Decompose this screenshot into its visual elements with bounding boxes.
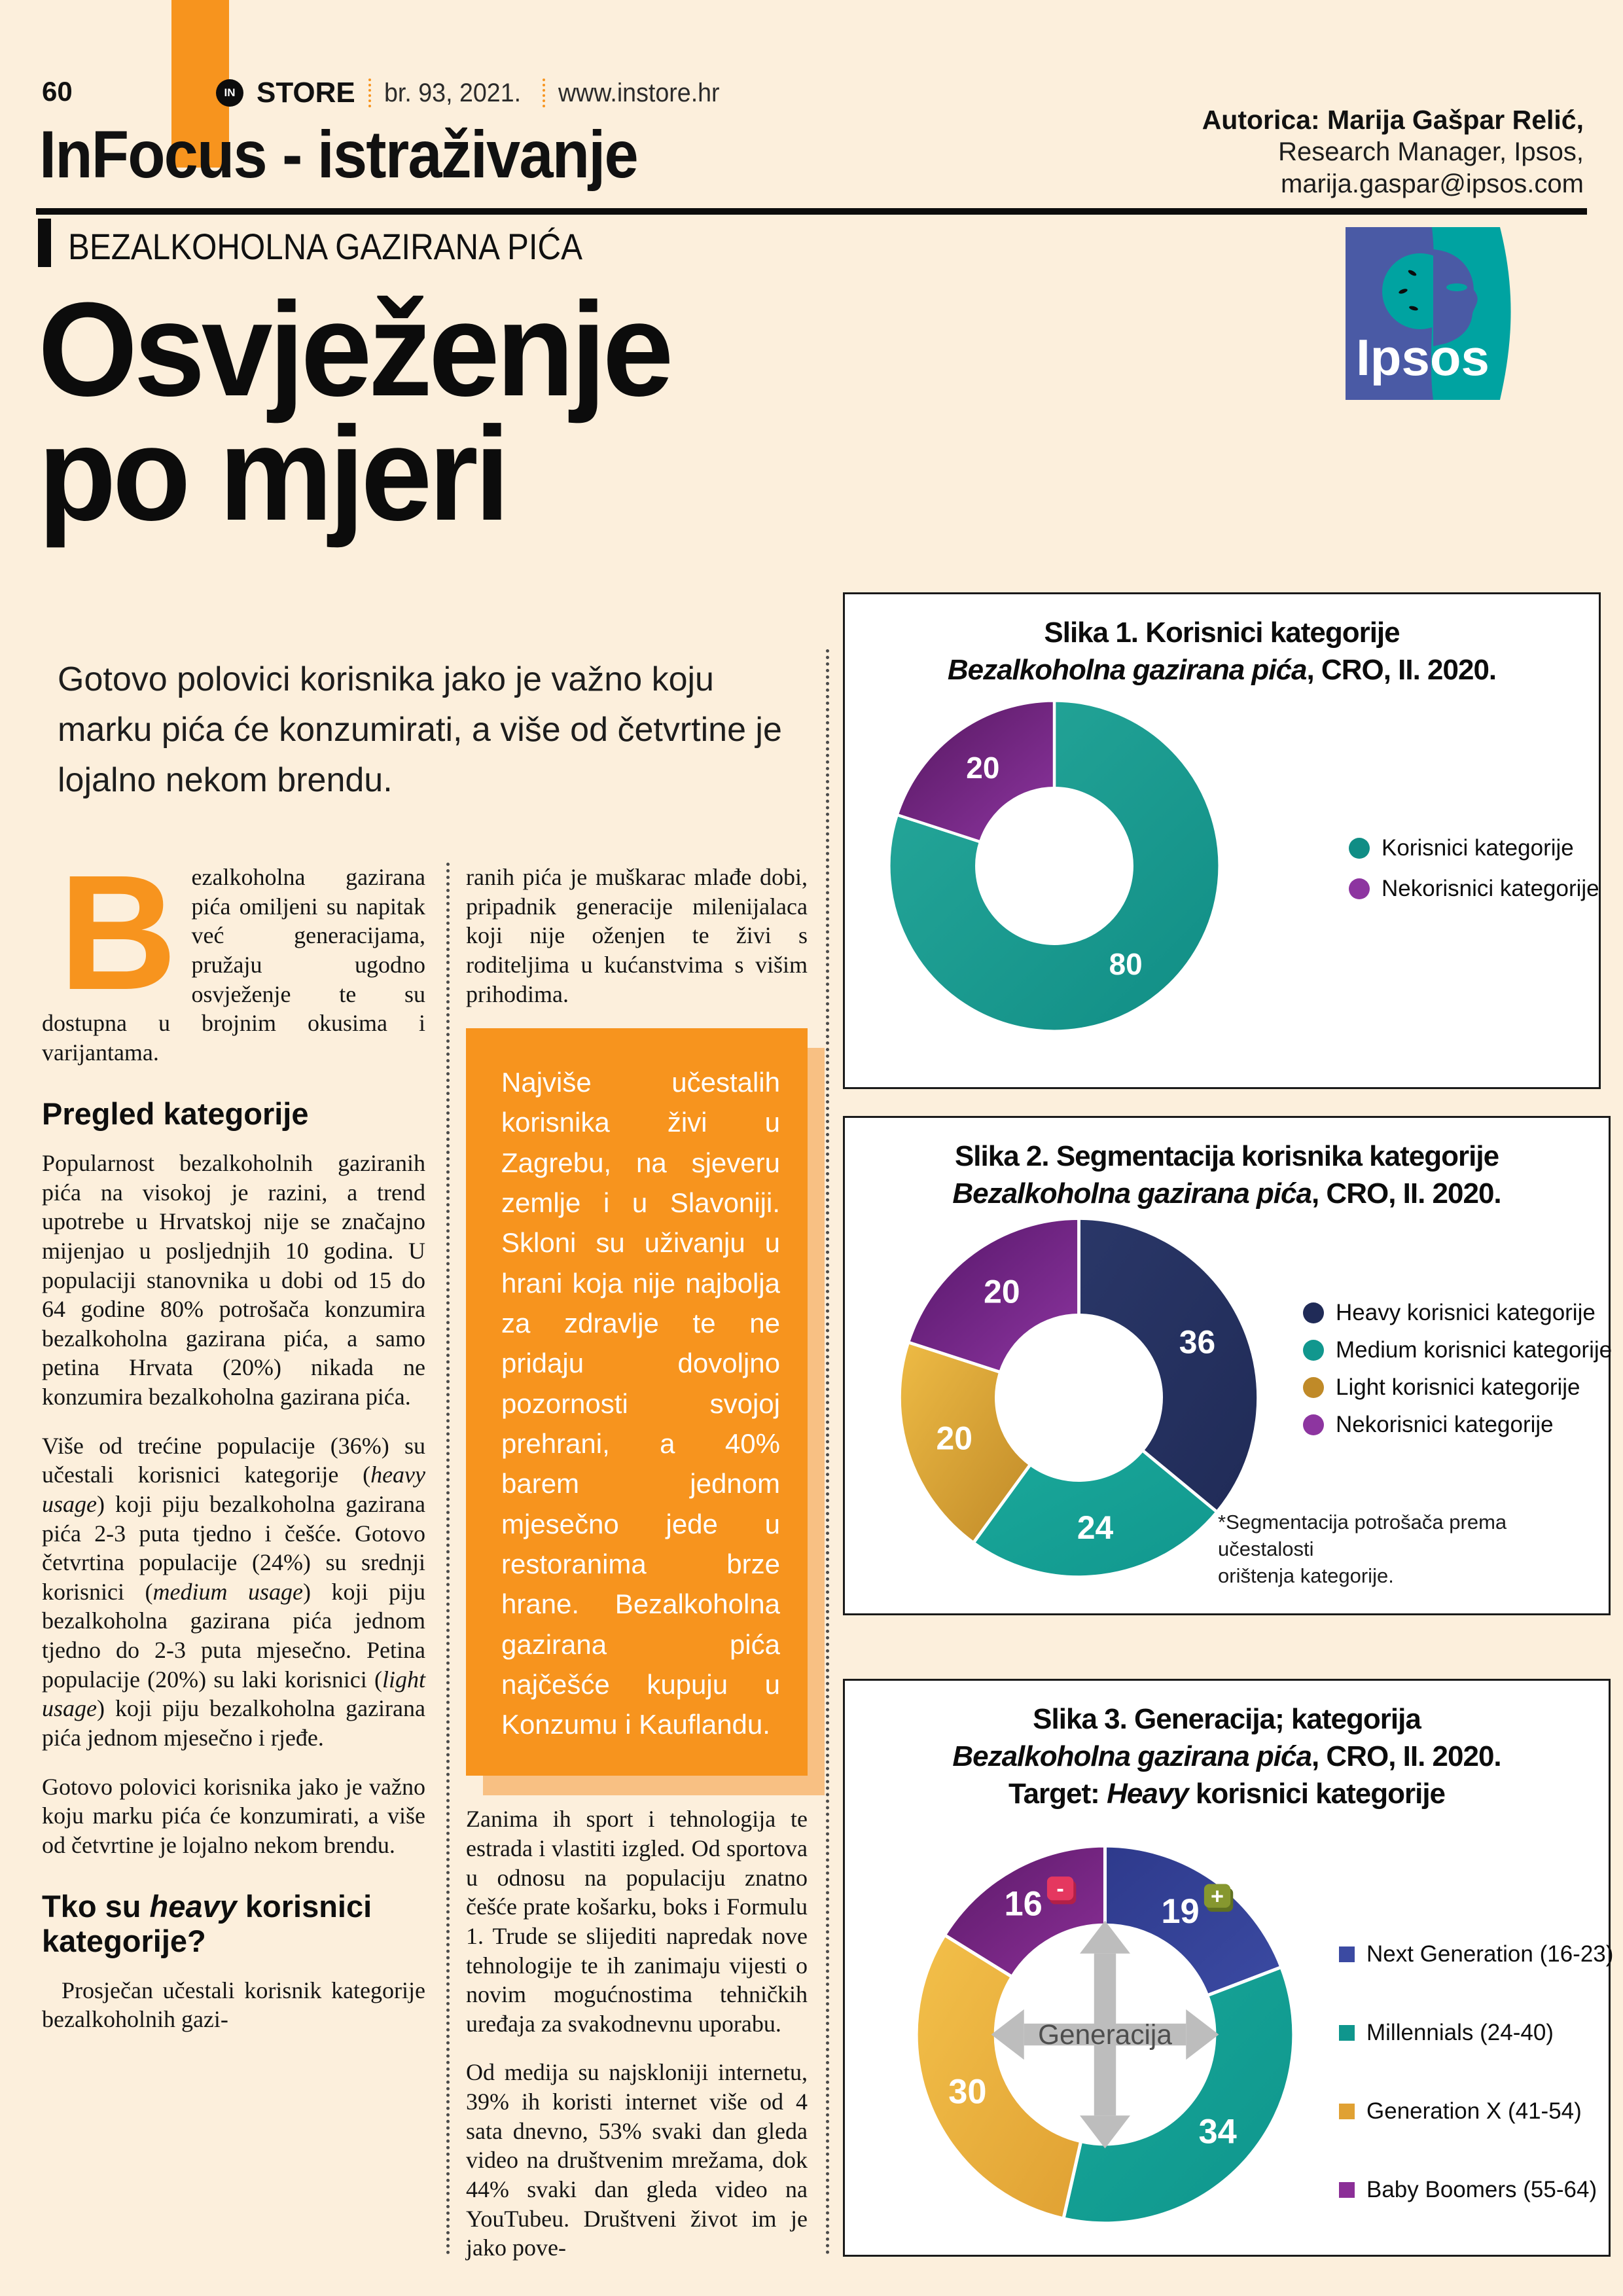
legend-marker — [1339, 2182, 1355, 2198]
ipsos-logo — [1335, 218, 1526, 409]
legend-marker — [1303, 1414, 1324, 1435]
paragraph: Zanima ih sport i tehnologija te estrada i vlastiti izgled. Od sportova u odnosu na populaciju znatno češće prate košarku, boks i Formulu 1. Trude se slijediti napredak nove tehnologije te ih zanimaju vijesti o novim mogućnostima tehničkih uređaja za svakodnevnu uporabu. — [466, 1806, 808, 2037]
masthead — [216, 77, 730, 109]
legend-marker — [1303, 1340, 1324, 1361]
paragraph: Od medija su najskloniji internetu, 39% ih koristi internet više od 4 sata dnevno, 53% svaki dan gleda video na društvenim mrežama, dok 44% svaki dan gleda video na YouTubeu. Društveni život im je jako pove- — [466, 2059, 808, 2261]
donut-value-label: 19 — [1161, 1892, 1200, 1931]
article-title — [38, 275, 670, 548]
author-role: Research Manager, Ipsos, — [1278, 137, 1584, 167]
chart1-title: Slika 1. Korisnici kategorije Bezalkoholna gazirana pića, CRO, II. 2020. — [947, 617, 1497, 687]
chart-slika2 — [843, 1116, 1611, 1615]
subheading: Pregled kategorije — [42, 1096, 309, 1132]
donut-chart-slika2 — [891, 1210, 1267, 1586]
donut-center-label: Generacija — [1038, 2019, 1172, 2050]
article-lead: Gotovo polovici korisnika jako je važno koju marku pića će konzumirati, a više od četvrtine je lojalno nekom brendu. — [58, 660, 782, 799]
legend-item: Korisnici kategorije — [1349, 835, 1599, 861]
donut-value-label: 20 — [966, 750, 1000, 785]
donut-value-label: 20 — [984, 1273, 1020, 1310]
author-block — [1008, 103, 1584, 200]
legend-marker — [1339, 2104, 1355, 2119]
website-url: www.instore.hr — [558, 78, 720, 107]
donut-chart-slika1 — [881, 692, 1228, 1039]
author-name: Autorica: Marija Gašpar Relić, — [1202, 105, 1584, 135]
chart2-footnote: *Segmentacija potrošača prema učestalosti orištenja kategorije. — [1218, 1511, 1507, 1587]
legend-item: Generation X (41-54) — [1339, 2098, 1613, 2125]
chart-slika1 — [843, 592, 1601, 1089]
legend-marker — [1339, 2025, 1355, 2041]
legend-item: Baby Boomers (55-64) — [1339, 2177, 1613, 2203]
donut-slice-2 — [916, 1935, 1081, 2218]
donut-value-label: 16 — [1004, 1885, 1043, 1924]
subheading: Tko su heavy korisnici kategorije? — [42, 1889, 372, 1958]
kicker-tick — [38, 219, 51, 267]
article-kicker: BEZALKOHOLNA GAZIRANA PIĆA — [68, 226, 582, 267]
article-title-line1: Osvježenje — [38, 275, 670, 424]
donut-slice-0 — [1079, 1218, 1258, 1512]
donut-value-label: 30 — [948, 2073, 987, 2111]
chart3-legend — [1339, 1941, 1613, 2203]
donut-value-label: 80 — [1109, 947, 1143, 982]
paragraph: Prosječan učestali korisnik kategorije bezalkoholnih gazi- — [42, 1977, 425, 2033]
legend-item: Nekorisnici kategorije — [1349, 876, 1599, 902]
paragraph: Popularnost bezalkoholnih gaziranih pića na visokoj je razini, a trend upotrebe u Hrvatskoj nije se značajno mijenjao u posljednjih 10 godina. U populaciji stanovnika u dobi od 15 do 64 godine 80% potrošača konzumira bezalkoholna gazirana pića, a samo petina Hrvata (20%) nikada ne konzumira bezalkoholna gazirana pića. — [42, 1150, 425, 1410]
chart3-title: Slika 3. Generacija; kategorija Bezalkoholna gazirana pića, CRO, II. 2020. Target: Heavy korisnici kategorije — [952, 1703, 1501, 1810]
chart1-legend — [1349, 835, 1599, 902]
section-title: InFocus - istraživanje — [39, 117, 637, 192]
legend-marker — [1303, 1302, 1324, 1323]
donut-value-label: 34 — [1198, 2113, 1237, 2151]
donut-value-label: 36 — [1179, 1323, 1216, 1361]
body-column-1 — [42, 841, 425, 2054]
highlight-box: Najviše učestalih korisnika živi u Zagrebu, na sjeveru zemlje i u Slavoniji. Skloni su uživanju u hrani koja nije najbolja za zdravlje te ne pridaju dovoljno pozornosti svojoj prehrani, a 40% barem jednom mjesečno jede u restoranima brze hrane. Bezalkoholna gazirana pića najčešće kupuju u Konzumu i Kauflandu. — [466, 1028, 808, 1776]
legend-item: Millennials (24-40) — [1339, 2020, 1613, 2046]
store-logo-text: STORE — [257, 77, 355, 109]
chart-slika3 — [843, 1679, 1614, 2257]
column-divider — [826, 649, 829, 2255]
donut-value-label: 24 — [1077, 1509, 1114, 1547]
ipsos-logo-wordmark: Ipsos — [1356, 329, 1489, 386]
badge-sign: + — [1211, 1884, 1224, 1909]
legend-marker — [1303, 1377, 1324, 1398]
page-number: 60 — [42, 76, 73, 107]
legend-item: Nekorisnici kategorije — [1303, 1412, 1612, 1438]
author-email: marija.gaspar@ipsos.com — [1281, 169, 1584, 198]
legend-marker — [1349, 878, 1370, 899]
dotted-separator — [368, 79, 371, 107]
chart2-title: Slika 2. Segmentacija korisnika kategorije Bezalkoholna gazirana pića, CRO, II. 2020. — [952, 1140, 1501, 1210]
paragraph: Bezalkoholna gazirana pića omiljeni su napitak već generacijama, pružaju ugodno osvježenje te su dostupna u brojnim okusima i varijantama. — [42, 841, 425, 1066]
issue-number: br. 93, 2021. — [383, 78, 521, 107]
legend-item: Medium korisnici kategorije — [1303, 1337, 1612, 1363]
article-title-line2: po mjeri — [38, 399, 507, 548]
paragraph: Gotovo polovici korisnika jako je važno koju marku pića će konzumirati, a više od četvrtine je lojalno nekom brendu. — [42, 1773, 425, 1858]
column-divider — [446, 863, 450, 2255]
body-column-2 — [466, 863, 808, 2282]
instore-badge-icon: IN — [216, 79, 243, 107]
chart2-legend — [1303, 1300, 1612, 1438]
legend-item: Heavy korisnici kategorije — [1303, 1300, 1612, 1326]
legend-marker — [1339, 1946, 1355, 1962]
ipsos-face-eye — [1446, 283, 1467, 291]
dotted-separator — [543, 79, 545, 107]
paragraph: Više od trećine populacije (36%) su učestali korisnici kategorije (heavy usage) koji piju bezalkoholna gazirana pića 2-3 puta tjedno i češće. Gotovo četvrtina populacije (24%) su srednji korisnici (medium usage) koji piju bezalkoholna gazirana pića jednom tjedno do 2-3 puta mjesečno. Petina populacije (20%) su laki korisnici (light usage) koji piju bezalkoholna gazirana pića jednom mjesečno i rjeđe. — [42, 1432, 425, 1751]
legend-item: Next Generation (16-23) — [1339, 1941, 1613, 1967]
legend-item: Light korisnici kategorije — [1303, 1374, 1612, 1401]
donut-value-label: 20 — [936, 1420, 972, 1457]
header-rule — [36, 208, 1587, 215]
donut-chart-slika3 — [907, 1837, 1303, 2233]
legend-marker — [1349, 838, 1370, 859]
dropcap: B — [59, 841, 177, 1024]
badge-sign: - — [1056, 1876, 1064, 1902]
paragraph: ranih pića je muškarac mlađe dobi, pripadnik generacije milenijalaca koji nije oženjen te živi s roditeljima u kućanstvima s višim prihodima. — [466, 864, 808, 1007]
